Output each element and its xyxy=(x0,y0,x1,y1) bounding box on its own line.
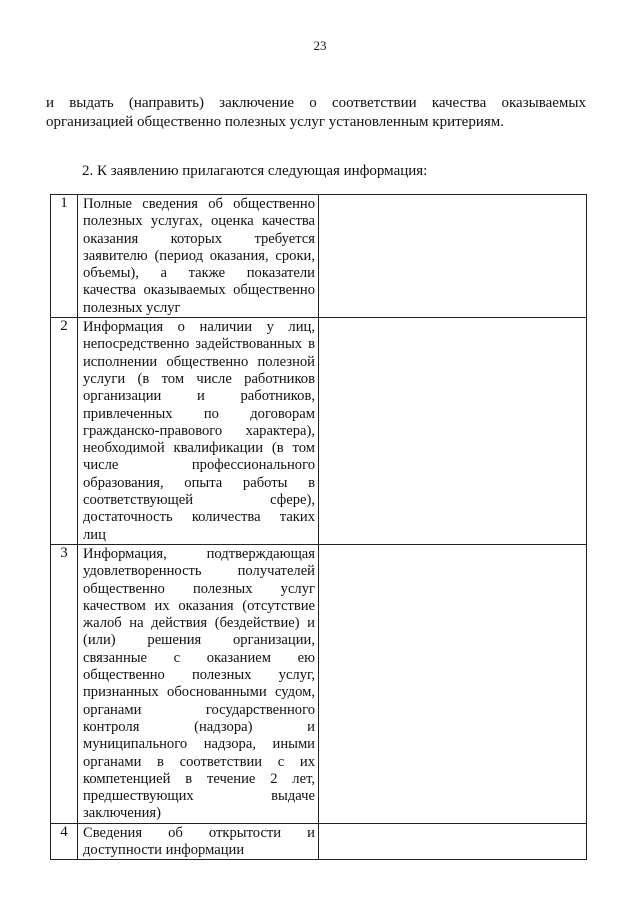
description-line: доступности информации xyxy=(83,841,245,858)
description-line: непосредственно задействованных в xyxy=(83,336,315,353)
table-row xyxy=(51,823,587,860)
description-line: качества оказываемых общественно xyxy=(83,282,315,299)
list-heading: 2. К заявлению прилагаются следующая информация: xyxy=(82,163,428,179)
row-description-text xyxy=(78,318,318,544)
table-row xyxy=(51,195,587,318)
description-line: Полные сведения об общественно xyxy=(83,196,315,212)
row-description xyxy=(78,544,319,823)
description-line: Информация, подтверждающая xyxy=(83,545,315,562)
description-line: лиц xyxy=(83,526,106,543)
description-line: компетенцией в течение 2 лет, xyxy=(83,770,315,787)
row-description-text xyxy=(78,824,318,860)
row-value-field[interactable] xyxy=(319,318,587,545)
row-number: 4 xyxy=(51,823,78,860)
row-value-field[interactable] xyxy=(319,544,587,823)
row-description xyxy=(78,823,319,860)
table-body xyxy=(51,195,587,860)
description-line: предшествующих выдаче xyxy=(83,788,315,805)
description-line: организации и работников, xyxy=(83,388,315,405)
description-line: объемы), а также показатели xyxy=(83,265,315,282)
description-line: Сведения об открытости и xyxy=(83,824,315,841)
row-description xyxy=(78,318,319,545)
row-description-text xyxy=(78,195,318,317)
row-number: 1 xyxy=(51,195,78,318)
row-value-field[interactable] xyxy=(319,823,587,860)
description-line: качеством их оказания (отсутствие xyxy=(83,597,315,614)
description-line: услуги (в том числе работников xyxy=(83,370,315,387)
row-number: 3 xyxy=(51,544,78,823)
intro-paragraph: и выдать (направить) заключение о соответствии качества оказываемых организацией общественно полезных услуг установленным критериям. xyxy=(46,95,586,130)
description-line: муниципального надзора, иными xyxy=(83,736,315,753)
description-line: привлеченных по договорам xyxy=(83,405,315,422)
table-row xyxy=(51,318,587,545)
description-line: контроля (надзора) и xyxy=(83,718,315,735)
description-line: оказания которых требуется xyxy=(83,230,315,247)
description-line: жалоб на действия (бездействие) и xyxy=(83,615,315,632)
description-line: органами государственного xyxy=(83,701,315,718)
description-line: числе профессионального xyxy=(83,457,315,474)
description-line: исполнении общественно полезной xyxy=(83,353,315,370)
description-line: органами в соответствии с их xyxy=(83,753,315,770)
description-line: гражданско-правового характера), xyxy=(83,422,315,439)
description-line: достаточность количества таких xyxy=(83,509,315,526)
description-line: заявителю (период оказания, сроки, xyxy=(83,247,315,264)
description-line: полезных услуг xyxy=(83,299,181,316)
description-line: общественно полезных услуг xyxy=(83,580,315,597)
description-line: удовлетворенность получателей xyxy=(83,563,315,580)
row-value-field[interactable] xyxy=(319,195,587,318)
description-line: связанные с оказанием ею xyxy=(83,649,315,666)
description-line: (или) решения организации, xyxy=(83,632,315,649)
description-line: Информация о наличии у лиц, xyxy=(83,319,315,336)
row-number: 2 xyxy=(51,318,78,545)
description-line: признанных обоснованными судом, xyxy=(83,684,315,701)
description-line: заключения) xyxy=(83,805,161,822)
description-line: общественно полезных услуг, xyxy=(83,667,315,684)
table-row xyxy=(51,544,587,823)
row-description-text xyxy=(78,545,318,823)
row-description xyxy=(78,195,319,318)
info-table xyxy=(50,194,587,860)
description-line: полезных услугах, оценка качества xyxy=(83,213,315,230)
description-line: образования, опыта работы в xyxy=(83,474,315,491)
page-number: 23 xyxy=(313,38,327,53)
description-line: соответствующей сфере), xyxy=(83,492,315,509)
description-line: необходимой квалификации (в том xyxy=(83,440,315,457)
